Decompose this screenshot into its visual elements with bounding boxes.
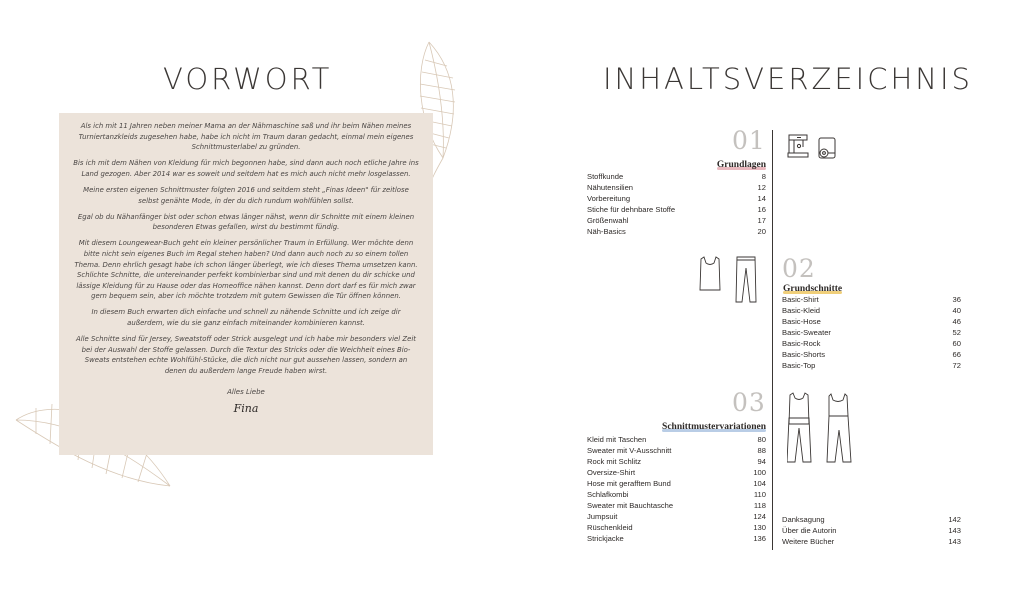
foreword-paragraph: In diesem Buch erwarten dich einfache und schnell zu nähende Schnitte und ich zeige dir außerdem, wie du sie ganz einfach miteinander kombinieren kannst. <box>91 308 401 327</box>
section-title-text: Grundlagen <box>716 160 766 170</box>
foreword-paragraph: Egal ob du Nähanfänger bist oder schon etwas länger nähst, wenn dir Schnitte mit einem kleinen besonderen Etwas gefallen, wirst du bestimmt fündig. <box>77 212 415 232</box>
section-number-02: 02 <box>782 254 816 283</box>
toc-row[interactable]: Näh-Basics 20 <box>587 227 766 236</box>
toc-row[interactable]: Sweater mit V-Ausschnitt 88 <box>587 446 766 455</box>
foreword-paragraph: Meine ersten eigenen Schnittmuster folgten 2016 und seitdem steht „Finas Ideen" für zeitlose selbst genähte Mode, in der du dich rundum wohlfühlen sollst. <box>83 185 409 205</box>
toc-row[interactable]: Danksagung 142 <box>782 515 961 524</box>
toc-row[interactable]: Nähutensilien 12 <box>587 183 766 192</box>
signature: Fina <box>233 402 259 416</box>
toc-row[interactable]: Strickjacke 136 <box>587 534 766 543</box>
tank-top-icon <box>697 256 723 292</box>
toc-row[interactable]: Rüschenkleid 130 <box>587 523 766 532</box>
toc-list-grundlagen <box>587 171 766 237</box>
toc-row[interactable]: Basic-Top 72 <box>782 361 961 370</box>
toc-row[interactable]: Basic-Sweater 52 <box>782 328 961 337</box>
vorwort-title: VORWORT <box>163 62 333 96</box>
toc-title: INHALTSVERZEICHNIS <box>603 62 973 96</box>
toc-row[interactable]: Schlafkombi 110 <box>587 490 766 499</box>
section-title-schnittmustervariationen <box>662 422 766 432</box>
section-title-text: Schnittmustervariationen <box>662 422 766 432</box>
toc-row[interactable]: Basic-Hose 46 <box>782 317 961 326</box>
signoff: Alles Liebe <box>227 388 265 397</box>
foreword-paragraph: Mit diesem Loungewear-Buch geht ein kleiner persönlicher Traum in Erfüllung. Wer möchte denn bitte nicht sein eigenes Buch im Regal stehen haben? Und dann auch noch zu so einem tollen Thema. Denn ehrlich gesagt habe ich schon länger überlegt, wie ich dieses Thema umsetzen kann. Schlichte Schnitte, die untereinander perfekt kombinierbar sind und mit denen du dir schicke und lässige Kleidung für zu Hause oder das Homeoffice nähen kannst. Denn dort darf es für mich zwar gern bequem sein, aber ich möchte trotzdem mit gutem Gewissen die Tür öffnen können. <box>74 239 418 301</box>
section-number-01: 01 <box>732 126 766 155</box>
toc-row[interactable]: Basic-Shirt 36 <box>782 295 961 304</box>
section-title-grundschnitte <box>783 284 842 294</box>
toc-row[interactable]: Stiche für dehnbare Stoffe 16 <box>587 205 766 214</box>
leggings-icon <box>734 256 758 304</box>
toc-row[interactable]: Hose mit gerafftem Bund 104 <box>587 479 766 488</box>
toc-row[interactable]: Rock mit Schlitz 94 <box>587 457 766 466</box>
foreword-paragraph: Als ich mit 11 Jahren neben meiner Mama an der Nähmaschine saß und ihr beim Nähen meines Turniertanzkleids zugesehen habe, habe ich nicht im Traum daran gedacht, einmal mein eigenes Schnittmusterlabel zu gründen. <box>78 122 414 152</box>
foreword-paragraph: Alle Schnitte sind für Jersey, Sweatstoff oder Strick ausgelegt und ich habe mir besonders viel Zeit bei der Auswahl der Stoffe gelassen. Durch die Textur des Stricks oder die Weichheit eines Bio-Sweats entstehen echte Wohlfühl-Stücke, die dich nicht nur gut aussehen lassen, sondern an denen du außerdem lange Freude haben wirst. <box>76 335 416 375</box>
sewing-machine-icon <box>787 133 809 159</box>
toc-row[interactable]: Vorbereitung 14 <box>587 194 766 203</box>
toc-list-extras <box>782 514 961 547</box>
toc-row[interactable]: Basic-Rock 60 <box>782 339 961 348</box>
column-divider <box>772 130 773 550</box>
toc-row[interactable]: Kleid mit Taschen 80 <box>587 435 766 444</box>
toc-row[interactable]: Größenwahl 17 <box>587 216 766 225</box>
toc-row[interactable]: Basic-Shorts 66 <box>782 350 961 359</box>
foreword-paragraph: Bis ich mit dem Nähen von Kleidung für mich begonnen habe, sind dann auch noch etliche Jahre ins Land gezogen. Aber 2014 war es soweit und seitdem hat es mich auch nicht mehr losgelassen. <box>73 159 419 178</box>
toc-row[interactable]: Oversize-Shirt 100 <box>587 468 766 477</box>
toc-list-grundschnitte <box>782 294 961 371</box>
fabric-roll-icon <box>816 136 838 160</box>
toc-row[interactable]: Jumpsuit 124 <box>587 512 766 521</box>
foreword-box <box>59 113 433 455</box>
toc-row[interactable]: Sweater mit Bauchtasche 118 <box>587 501 766 510</box>
toc-row[interactable]: Stoffkunde 8 <box>587 172 766 181</box>
jumpsuit-icon <box>787 392 857 464</box>
section-title-grundlagen <box>717 160 766 170</box>
toc-row[interactable]: Basic-Kleid 40 <box>782 306 961 315</box>
section-number-03: 03 <box>732 388 766 417</box>
toc-row[interactable]: Über die Autorin 143 <box>782 526 961 535</box>
toc-list-schnittmustervariationen <box>587 434 766 544</box>
section-title-text: Grundschnitte <box>783 284 843 294</box>
toc-row[interactable]: Weitere Bücher 143 <box>782 537 961 546</box>
